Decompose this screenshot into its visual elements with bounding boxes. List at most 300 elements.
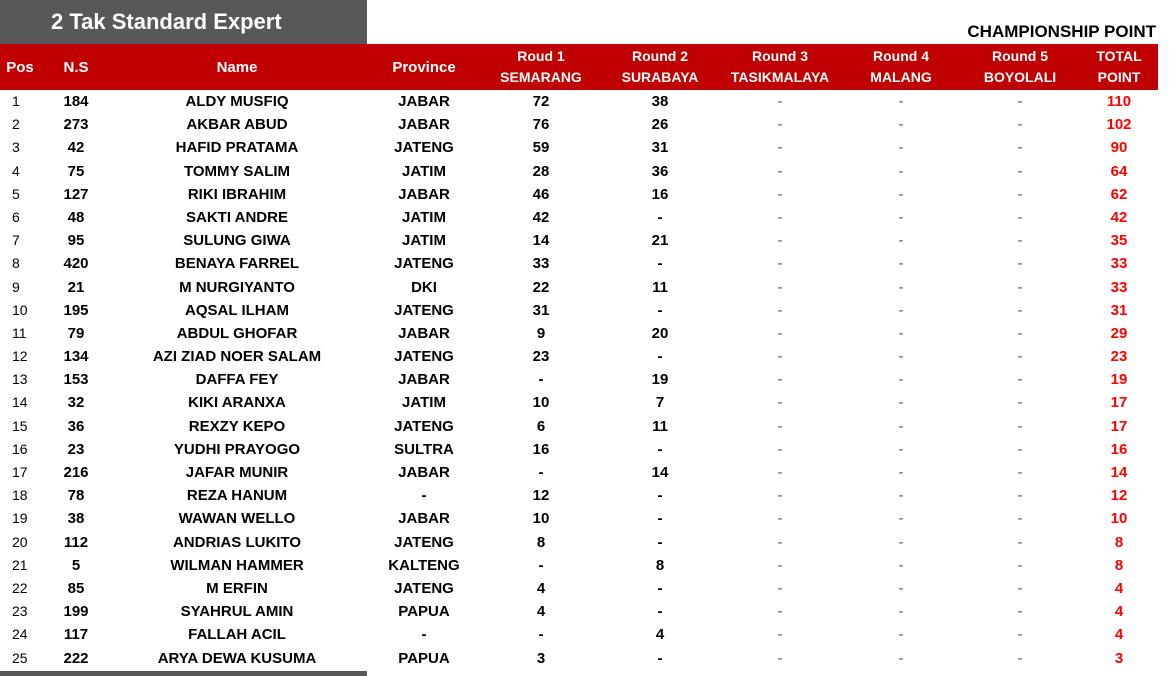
cell-r4: - — [898, 301, 904, 319]
cell-province: PAPUA — [398, 649, 450, 667]
cell-r3: - — [777, 649, 783, 667]
cell-name: SULUNG GIWA — [183, 232, 291, 250]
cell-r2: - — [657, 208, 663, 226]
cell-r5: - — [1017, 116, 1023, 134]
cell-pos: 21 — [12, 556, 28, 573]
cell-r4: - — [898, 255, 904, 273]
table-row — [0, 461, 1170, 484]
cell-r1: 28 — [532, 162, 550, 180]
cell-r4: - — [898, 185, 904, 203]
cell-r4: - — [898, 232, 904, 250]
cell-r2: - — [657, 255, 663, 273]
cell-name: WILMAN HAMMER — [170, 556, 304, 574]
cell-pos: 23 — [12, 603, 28, 620]
cell-ns: 42 — [67, 139, 85, 157]
cell-pos: 14 — [12, 394, 28, 411]
cell-r3: - — [777, 556, 783, 574]
cell-name: ANDRIAS LUKITO — [172, 533, 302, 551]
cell-province: JATENG — [394, 579, 454, 597]
cell-r1: - — [538, 556, 544, 574]
cell-total: 16 — [1110, 440, 1128, 458]
cell-ns: 36 — [67, 417, 85, 435]
cell-r2: - — [657, 301, 663, 319]
cell-name: ARYA DEWA KUSUMA — [157, 649, 317, 667]
cell-name: WAWAN WELLO — [178, 510, 296, 528]
cell-ns: 134 — [63, 348, 89, 366]
cell-r1: 46 — [532, 185, 550, 203]
cell-ns: 153 — [63, 371, 89, 389]
cell-r3: - — [777, 348, 783, 366]
header-ns — [44, 44, 108, 90]
cell-province: PAPUA — [398, 603, 450, 621]
cell-ns: 420 — [63, 255, 89, 273]
cell-r1: 59 — [532, 139, 550, 157]
header-province — [372, 44, 476, 90]
cell-pos: 4 — [12, 162, 20, 179]
table-row — [0, 322, 1170, 345]
cell-province: JATENG — [394, 348, 454, 366]
cell-pos: 20 — [12, 533, 28, 550]
cell-r4: - — [898, 139, 904, 157]
cell-r1: 10 — [532, 510, 550, 528]
cell-province: DKI — [411, 278, 437, 296]
cell-r3: - — [777, 208, 783, 226]
cell-pos: 25 — [12, 649, 28, 666]
cell-pos: 7 — [12, 232, 20, 249]
cell-r5: - — [1017, 556, 1023, 574]
cell-r2: 31 — [651, 139, 669, 157]
header-round-2-city: SURABAYA — [621, 69, 699, 85]
cell-province: SULTRA — [394, 440, 454, 458]
cell-r1: 4 — [536, 579, 546, 597]
cell-r2: - — [657, 510, 663, 528]
cell-name: AZI ZIAD NOER SALAM — [152, 348, 322, 366]
cell-r4: - — [898, 324, 904, 342]
cell-r5: - — [1017, 649, 1023, 667]
cell-r5: - — [1017, 324, 1023, 342]
cell-r2: - — [657, 533, 663, 551]
cell-total: 14 — [1110, 464, 1128, 481]
cell-province: JABAR — [398, 464, 450, 481]
header-round-3 — [718, 44, 842, 90]
cell-pos: 6 — [12, 208, 20, 225]
cell-r1: 8 — [536, 533, 546, 551]
cell-pos: 3 — [12, 139, 20, 156]
cell-total: 23 — [1110, 348, 1128, 366]
cell-pos: 9 — [12, 278, 20, 295]
cell-r5: - — [1017, 162, 1023, 180]
header-round-5 — [960, 44, 1080, 90]
table-row — [0, 113, 1170, 136]
cell-r2: 21 — [651, 232, 669, 250]
cell-r1: 31 — [532, 301, 550, 319]
cell-pos: 17 — [12, 464, 28, 480]
cell-pos: 13 — [12, 371, 28, 388]
header-round-5-label: Round 5 — [992, 48, 1048, 64]
cell-total: 33 — [1110, 255, 1128, 273]
standings-body — [0, 90, 1170, 670]
cell-r3: - — [777, 232, 783, 250]
cell-total: 12 — [1110, 487, 1128, 505]
cell-r5: - — [1017, 371, 1023, 389]
cell-r2: - — [657, 649, 663, 667]
header-pos — [0, 44, 40, 90]
cell-total: 17 — [1110, 417, 1128, 435]
cell-r1: 10 — [532, 394, 550, 412]
header-total — [1080, 44, 1158, 90]
cell-r2: 26 — [651, 116, 669, 134]
cell-name: RIKI IBRAHIM — [187, 185, 287, 203]
cell-r2: 14 — [651, 464, 669, 481]
cell-ns: 79 — [67, 324, 85, 342]
cell-r5: - — [1017, 510, 1023, 528]
header-round-5-city: BOYOLALI — [983, 69, 1057, 85]
cell-r4: - — [898, 556, 904, 574]
cell-r1: 23 — [532, 348, 550, 366]
table-row — [0, 600, 1170, 623]
table-row — [0, 276, 1170, 299]
cell-r1: 4 — [536, 603, 546, 621]
cell-ns: 38 — [67, 510, 85, 528]
header-province-text: Province — [392, 58, 456, 76]
cell-r2: 11 — [652, 278, 668, 296]
cell-name: M NURGIYANTO — [179, 278, 295, 296]
table-row — [0, 623, 1170, 646]
cell-pos: 2 — [12, 116, 20, 133]
cell-r5: - — [1017, 394, 1023, 412]
cell-province: KALTENG — [388, 556, 460, 574]
cell-r4: - — [898, 162, 904, 180]
cell-ns: 21 — [67, 278, 85, 296]
cell-name: AQSAL ILHAM — [185, 301, 289, 319]
cell-ns: 222 — [63, 649, 89, 667]
cell-r5: - — [1017, 255, 1023, 273]
cell-name: REZA HANUM — [186, 487, 288, 505]
cell-name: SAKTI ANDRE — [186, 208, 288, 226]
cell-province: JABAR — [398, 324, 450, 342]
cell-ns: 85 — [67, 579, 85, 597]
cell-r4: - — [898, 649, 904, 667]
table-row — [0, 438, 1170, 461]
table-row — [0, 299, 1170, 322]
cell-ns: 95 — [67, 232, 85, 250]
cell-r5: - — [1017, 464, 1023, 481]
header-round-4 — [842, 44, 960, 90]
cell-r4: - — [898, 487, 904, 505]
cell-r3: - — [777, 185, 783, 203]
cell-r4: - — [898, 348, 904, 366]
cell-r1: 9 — [536, 324, 546, 342]
header-round-1-label: Roud 1 — [517, 48, 565, 64]
header-round-2-label: Round 2 — [632, 48, 688, 64]
cell-r3: - — [777, 579, 783, 597]
cell-total: 3 — [1114, 649, 1124, 667]
cell-province: JATENG — [394, 533, 454, 551]
cell-r4: - — [898, 533, 904, 551]
cell-name: ABDUL GHOFAR — [176, 324, 298, 342]
table-row — [0, 554, 1170, 577]
table-row — [0, 252, 1170, 275]
cell-r4: - — [898, 93, 904, 110]
cell-total: 4 — [1114, 626, 1124, 644]
cell-r1: 12 — [532, 487, 550, 505]
cell-total: 29 — [1110, 324, 1128, 342]
cell-province: JABAR — [398, 93, 450, 110]
class-title-text: 2 Tak Standard Expert — [51, 9, 282, 34]
cell-pos: 22 — [12, 579, 28, 596]
cell-province: - — [421, 487, 427, 505]
cell-r2: 20 — [651, 324, 669, 342]
cell-r4: - — [898, 603, 904, 621]
cell-r4: - — [898, 464, 904, 481]
table-row — [0, 136, 1170, 159]
cell-r1: - — [538, 371, 544, 389]
cell-r3: - — [777, 93, 783, 110]
cell-r1: 22 — [532, 278, 550, 296]
cell-ns: 32 — [67, 394, 85, 412]
cell-name: FALLAH ACIL — [188, 626, 286, 644]
cell-pos: 11 — [12, 324, 27, 341]
cell-r2: - — [657, 579, 663, 597]
cell-ns: 216 — [63, 464, 89, 481]
header-round-3-label: Round 3 — [752, 48, 808, 64]
cell-r4: - — [898, 208, 904, 226]
cell-r3: - — [777, 278, 783, 296]
cell-total: 17 — [1110, 394, 1128, 412]
cell-r3: - — [777, 394, 783, 412]
header-total-label: TOTAL — [1096, 48, 1142, 64]
header-round-4-city: MALANG — [870, 69, 932, 85]
cell-ns: 75 — [67, 162, 85, 180]
cell-total: 4 — [1114, 603, 1124, 621]
cell-province: - — [421, 626, 427, 644]
cell-r1: 76 — [532, 116, 550, 134]
cell-r2: 8 — [655, 556, 665, 574]
cell-ns: 273 — [63, 116, 89, 134]
cell-r2: 36 — [651, 162, 669, 180]
cell-name: YUDHI PRAYOGO — [173, 440, 301, 458]
cell-r1: 72 — [532, 93, 550, 110]
cell-ns: 127 — [63, 185, 89, 203]
cell-r3: - — [777, 324, 783, 342]
cell-r5: - — [1017, 93, 1023, 110]
cell-r1: 33 — [532, 255, 550, 273]
cell-ns: 48 — [67, 208, 85, 226]
cell-pos: 12 — [12, 348, 28, 365]
cell-r1: 42 — [532, 208, 550, 226]
cell-pos: 8 — [12, 255, 20, 272]
cell-r3: - — [777, 116, 783, 134]
cell-r3: - — [777, 510, 783, 528]
table-row — [0, 368, 1170, 391]
cell-r2: - — [657, 440, 663, 458]
cell-r1: 16 — [532, 440, 550, 458]
class-title — [0, 0, 367, 44]
cell-name: BENAYA FARREL — [174, 255, 300, 273]
cell-r1: 14 — [532, 232, 550, 250]
cell-total: 62 — [1110, 185, 1128, 203]
cell-pos: 19 — [12, 510, 28, 527]
cell-r3: - — [777, 440, 783, 458]
cell-r5: - — [1017, 185, 1023, 203]
table-row — [0, 531, 1170, 554]
cell-province: JATIM — [402, 394, 446, 412]
cell-r5: - — [1017, 208, 1023, 226]
cell-ns: 184 — [63, 93, 89, 110]
cell-r5: - — [1017, 487, 1023, 505]
cell-total: 42 — [1110, 208, 1128, 226]
cell-r3: - — [777, 626, 783, 644]
cell-r5: - — [1017, 579, 1023, 597]
cell-total: 35 — [1110, 232, 1128, 250]
cell-total: 4 — [1114, 579, 1124, 597]
cell-r3: - — [777, 255, 783, 273]
cell-total: 31 — [1110, 301, 1128, 319]
cell-name: KIKI ARANXA — [188, 394, 286, 412]
header-round-1 — [480, 44, 602, 90]
cell-r4: - — [898, 579, 904, 597]
cell-ns: 112 — [63, 533, 89, 551]
cell-r2: 7 — [655, 394, 665, 412]
table-row — [0, 160, 1170, 183]
table-row — [0, 183, 1170, 206]
championship-point-label: CHAMPIONSHIP POINT — [967, 22, 1156, 41]
cell-r4: - — [898, 440, 904, 458]
cell-r5: - — [1017, 417, 1023, 435]
cell-province: JATIM — [402, 232, 446, 250]
cell-name: AKBAR ABUD — [186, 116, 288, 134]
cell-r5: - — [1017, 603, 1023, 621]
cell-r3: - — [777, 533, 783, 551]
header-round-1-city: SEMARANG — [500, 69, 582, 85]
table-row — [0, 577, 1170, 600]
cell-r2: 16 — [651, 185, 669, 203]
cell-r5: - — [1017, 440, 1023, 458]
cell-pos: 1 — [12, 93, 20, 109]
cell-name: TOMMY SALIM — [183, 162, 291, 180]
cell-r2: - — [657, 487, 663, 505]
cell-province: JABAR — [398, 371, 450, 389]
cell-r3: - — [777, 417, 783, 435]
table-row — [0, 345, 1170, 368]
table-row — [0, 90, 1170, 113]
cell-r5: - — [1017, 533, 1023, 551]
cell-r4: - — [898, 510, 904, 528]
cell-pos: 16 — [12, 440, 28, 457]
table-row — [0, 206, 1170, 229]
cell-r5: - — [1017, 139, 1023, 157]
cell-r1: - — [538, 626, 544, 644]
cell-total: 110 — [1106, 93, 1132, 110]
cell-r3: - — [777, 162, 783, 180]
header-round-2 — [602, 44, 718, 90]
cell-total: 33 — [1110, 278, 1128, 296]
bottom-bar — [0, 671, 367, 676]
cell-total: 10 — [1110, 510, 1128, 528]
cell-r4: - — [898, 626, 904, 644]
cell-name: JAFAR MUNIR — [185, 464, 289, 481]
cell-r4: - — [898, 371, 904, 389]
cell-total: 64 — [1110, 162, 1128, 180]
cell-pos: 18 — [12, 487, 28, 504]
header-total-sub: POINT — [1097, 69, 1141, 85]
table-row — [0, 647, 1170, 670]
table-row — [0, 415, 1170, 438]
header-round-4-label: Round 4 — [873, 48, 929, 64]
table-row — [0, 484, 1170, 507]
cell-total: 19 — [1110, 371, 1128, 389]
cell-province: JATENG — [394, 255, 454, 273]
cell-pos: 5 — [12, 185, 20, 202]
cell-r4: - — [898, 394, 904, 412]
cell-r2: 19 — [651, 371, 669, 389]
cell-name: ALDY MUSFIQ — [185, 93, 289, 110]
cell-name: DAFFA FEY — [195, 371, 279, 389]
table-row — [0, 507, 1170, 530]
cell-r2: 4 — [655, 626, 665, 644]
cell-r3: - — [777, 301, 783, 319]
header-round-3-city: TASIKMALAYA — [730, 69, 830, 85]
cell-province: JATENG — [394, 301, 454, 319]
cell-r5: - — [1017, 232, 1023, 250]
cell-r2: 38 — [651, 93, 669, 110]
cell-province: JABAR — [398, 510, 450, 528]
cell-r3: - — [777, 139, 783, 157]
cell-r2: 11 — [652, 417, 668, 435]
table-header — [0, 44, 1158, 90]
cell-r1: 6 — [536, 417, 546, 435]
header-name — [108, 44, 366, 90]
cell-name: REXZY KEPO — [188, 417, 286, 435]
cell-province: JATENG — [394, 139, 454, 157]
cell-r3: - — [777, 464, 783, 481]
cell-name: SYAHRUL AMIN — [180, 603, 294, 621]
cell-pos: 24 — [12, 626, 28, 643]
cell-r3: - — [777, 603, 783, 621]
cell-ns: 117 — [63, 626, 89, 644]
cell-r5: - — [1017, 301, 1023, 319]
cell-name: HAFID PRATAMA — [175, 139, 299, 157]
cell-total: 8 — [1114, 533, 1124, 551]
cell-province: JABAR — [398, 116, 450, 134]
cell-ns: 23 — [67, 440, 85, 458]
cell-r3: - — [777, 487, 783, 505]
header-pos-text: Pos — [6, 58, 34, 76]
cell-name: M ERFIN — [206, 579, 268, 597]
cell-r3: - — [777, 371, 783, 389]
table-row — [0, 391, 1170, 414]
cell-total: 102 — [1106, 116, 1132, 134]
cell-r5: - — [1017, 626, 1023, 644]
cell-total: 8 — [1114, 556, 1124, 574]
table-row — [0, 229, 1170, 252]
cell-province: JABAR — [398, 185, 450, 203]
cell-r5: - — [1017, 278, 1023, 296]
cell-r1: - — [538, 464, 544, 481]
cell-ns: 5 — [71, 556, 81, 574]
cell-r4: - — [898, 116, 904, 134]
header-ns-text: N.S — [63, 58, 89, 76]
cell-r2: - — [657, 603, 663, 621]
cell-ns: 195 — [63, 301, 89, 319]
cell-r4: - — [898, 278, 904, 296]
cell-r2: - — [657, 348, 663, 366]
cell-r4: - — [898, 417, 904, 435]
cell-ns: 78 — [67, 487, 85, 505]
cell-province: JATIM — [402, 162, 446, 180]
cell-r1: 3 — [536, 649, 546, 667]
header-name-text: Name — [216, 58, 258, 76]
